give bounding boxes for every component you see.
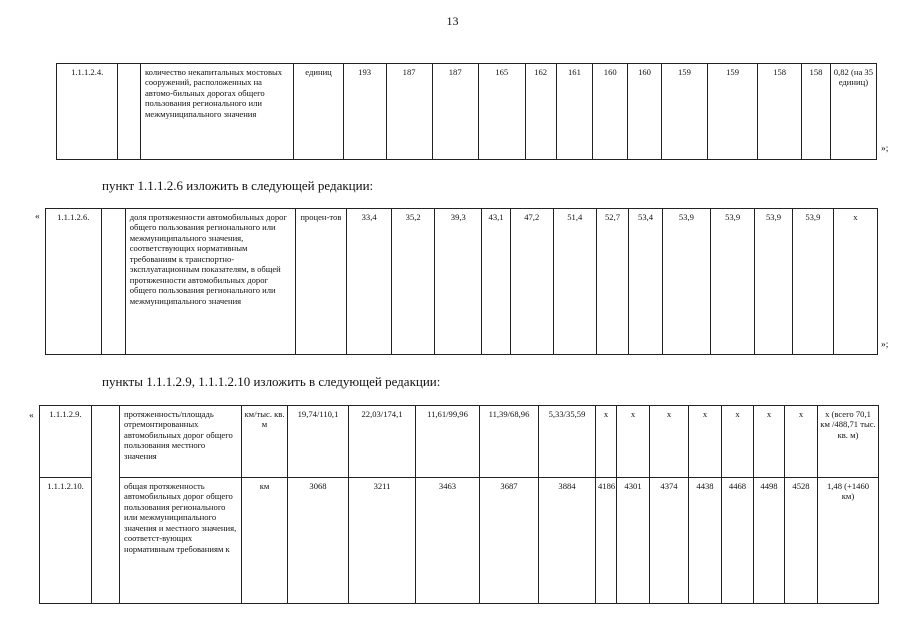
- page-number: 13: [446, 14, 459, 28]
- value-cell: 158: [758, 64, 802, 160]
- value-cell: 52,7: [596, 209, 629, 355]
- open-quote-mark: «: [29, 411, 34, 421]
- unit-cell: км: [242, 478, 288, 604]
- value-cell: 53,4: [629, 209, 663, 355]
- total-cell: 1,48 (+1460 км): [818, 478, 879, 604]
- value-cell: 193: [343, 64, 386, 160]
- value-cell: x: [754, 406, 785, 478]
- value-cell: 53,9: [792, 209, 833, 355]
- value-cell: 53,9: [711, 209, 755, 355]
- indicator-name: доля протяженности автомобильных дорог общего пользования регионального или межмуниципального значения, соответствующих нормативным требованиям к транспортно-эксплуатационным показателям, в общей протяженности автомобильных дорог общего пользования регионального или межмуниципального значения: [125, 209, 295, 355]
- indicator-table-2: [45, 208, 878, 355]
- value-cell: 158: [802, 64, 831, 160]
- value-cell: 3068: [288, 478, 349, 604]
- value-cell: 39,3: [435, 209, 482, 355]
- total-cell: x: [833, 209, 877, 355]
- value-cell: x: [785, 406, 818, 478]
- value-cell: 4438: [689, 478, 722, 604]
- value-cell: x: [596, 406, 617, 478]
- value-cell: 4186: [596, 478, 617, 604]
- value-cell: 11,39/68,96: [480, 406, 539, 478]
- open-quote-mark: «: [35, 212, 40, 222]
- value-cell: 47,2: [510, 209, 553, 355]
- value-cell: 43,1: [482, 209, 510, 355]
- value-cell: 160: [628, 64, 662, 160]
- section-heading: пункты 1.1.1.2.9, 1.1.1.2.10 изложить в следующей редакции:: [102, 374, 441, 389]
- section-heading: пункт 1.1.1.2.6 изложить в следующей редакции:: [102, 178, 374, 193]
- value-cell: 161: [556, 64, 593, 160]
- value-cell: 4301: [617, 478, 650, 604]
- empty-cell: [118, 64, 141, 160]
- close-quote-mark: »;: [881, 144, 889, 154]
- total-cell: 0,82 (на 35 единиц): [830, 64, 876, 160]
- value-cell: 160: [593, 64, 628, 160]
- value-cell: 4528: [785, 478, 818, 604]
- value-cell: 3884: [539, 478, 596, 604]
- value-cell: 35,2: [392, 209, 435, 355]
- value-cell: 187: [432, 64, 478, 160]
- value-cell: 162: [525, 64, 556, 160]
- value-cell: 51,4: [553, 209, 596, 355]
- row-code: 1.1.1.2.4.: [57, 64, 118, 160]
- value-cell: x: [689, 406, 722, 478]
- value-cell: 33,4: [347, 209, 392, 355]
- value-cell: 11,61/99,96: [416, 406, 480, 478]
- value-cell: 187: [386, 64, 432, 160]
- indicator-table-1: [56, 63, 877, 160]
- value-cell: x: [722, 406, 754, 478]
- value-cell: 165: [478, 64, 525, 160]
- value-cell: 159: [661, 64, 707, 160]
- indicator-name: общая протяженность автомобильных дорог общего пользования регионального или межмуниципального значения и местного значения, соответст-вующих нормативным требованиям к: [120, 478, 242, 604]
- value-cell: 53,9: [662, 209, 710, 355]
- indicator-name: протяженность/площадь отремонтированных автомобильных дорог общего пользования местного значения: [120, 406, 242, 478]
- row-code: 1.1.1.2.9.: [40, 406, 92, 478]
- unit-cell: единиц: [294, 64, 343, 160]
- value-cell: 3687: [480, 478, 539, 604]
- row-code: 1.1.1.2.10.: [40, 478, 92, 604]
- indicator-name: количество некапитальных мостовых сооружений, расположенных на автомо-бильных дорогах общего пользования регионального или межмуниципального значения: [140, 64, 294, 160]
- table-row: [46, 209, 878, 355]
- value-cell: 3463: [416, 478, 480, 604]
- unit-cell: процен-тов: [295, 209, 346, 355]
- unit-cell: км/тыс. кв. м: [242, 406, 288, 478]
- value-cell: 5,33/35,59: [539, 406, 596, 478]
- value-cell: 19,74/110,1: [288, 406, 349, 478]
- value-cell: 4498: [754, 478, 785, 604]
- table-row: [57, 64, 877, 160]
- value-cell: 53,9: [755, 209, 793, 355]
- empty-cell: [101, 209, 125, 355]
- value-cell: x: [650, 406, 689, 478]
- empty-cell: [92, 406, 120, 604]
- total-cell: x (всего 70,1 км /488,71 тыс. кв. м): [818, 406, 879, 478]
- row-code: 1.1.1.2.6.: [46, 209, 102, 355]
- table-row: [40, 478, 879, 604]
- table-row: [40, 406, 879, 478]
- value-cell: 159: [707, 64, 757, 160]
- close-quote-mark: »;: [881, 340, 889, 350]
- value-cell: 22,03/174,1: [349, 406, 416, 478]
- value-cell: 3211: [349, 478, 416, 604]
- value-cell: 4468: [722, 478, 754, 604]
- indicator-table-3: [39, 405, 879, 604]
- value-cell: x: [617, 406, 650, 478]
- value-cell: 4374: [650, 478, 689, 604]
